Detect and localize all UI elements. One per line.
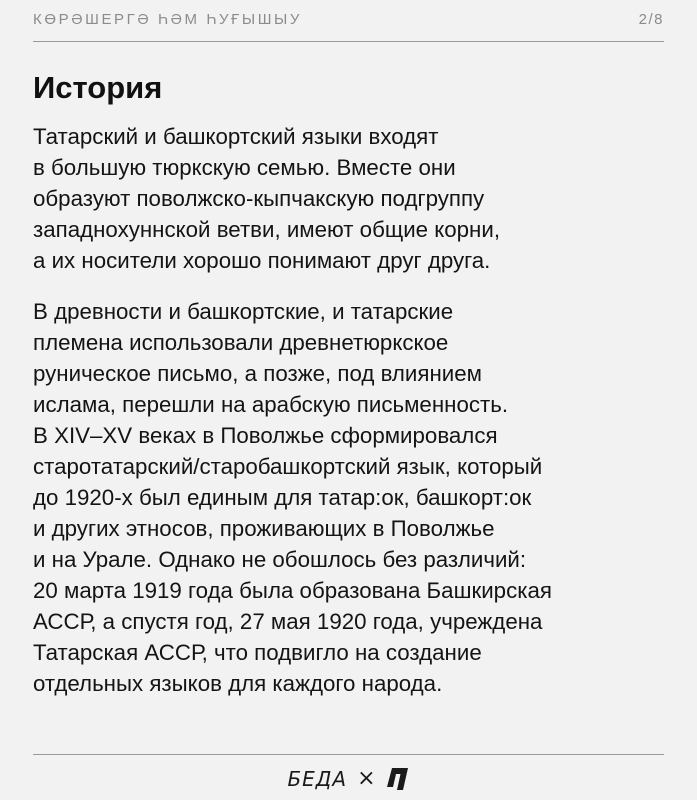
paragraph-line: и других этносов, проживающих в Поволжье <box>33 516 495 541</box>
collaboration-separator: × <box>357 766 376 791</box>
footer-divider <box>33 754 664 755</box>
page-indicator: 2/8 <box>638 11 664 28</box>
paragraph-line: Татарская АССР, что подвигло на создание <box>33 640 482 665</box>
header <box>33 0 664 42</box>
partner-logo-icon <box>386 766 410 792</box>
paragraph-line: отдельных языков для каждого народа. <box>33 671 443 696</box>
paragraph-line: в большую тюркскую семью. Вместе они <box>33 155 456 180</box>
brand-logo: БЕДА <box>287 767 348 791</box>
paragraph-2 <box>33 296 673 699</box>
paragraph-line: старотатарский/старобашкортский язык, который <box>33 454 543 479</box>
paragraph-line: руническое письмо, а позже, под влиянием <box>33 361 482 386</box>
article-title: История <box>33 70 163 105</box>
header-title: КӨРӘШЕРГӘ ҺӘМ ҺУҒЫШЫУ <box>33 11 303 28</box>
partner-logo-svg <box>386 766 410 792</box>
paragraph-line: АССР, а спустя год, 27 мая 1920 года, учреждена <box>33 609 543 634</box>
paragraph-line: В древности и башкортские, и татарские <box>33 299 454 324</box>
paragraph-line: В XIV–XV веках в Поволжье сформировался <box>33 423 498 448</box>
paragraph-line: до 1920-х был единым для татар:ок, башкорт:ок <box>33 485 532 510</box>
paragraph-line: Татарский и башкортский языки входят <box>33 124 439 149</box>
paragraph-1 <box>33 121 673 276</box>
paragraph-line: образуют поволжско-кыпчакскую подгруппу <box>33 186 485 211</box>
paragraph-line: ислама, перешли на арабскую письменность. <box>33 392 509 417</box>
paragraph-line: а их носители хорошо понимают друг друга. <box>33 248 491 273</box>
paragraph-line: западнохуннской ветви, имеют общие корни, <box>33 217 501 242</box>
footer <box>0 764 697 794</box>
paragraph-line: племена использовали древнетюркское <box>33 330 449 355</box>
paragraph-line: 20 марта 1919 года была образована Башкирская <box>33 578 552 603</box>
paragraph-line: и на Урале. Однако не обошлось без различий: <box>33 547 527 572</box>
